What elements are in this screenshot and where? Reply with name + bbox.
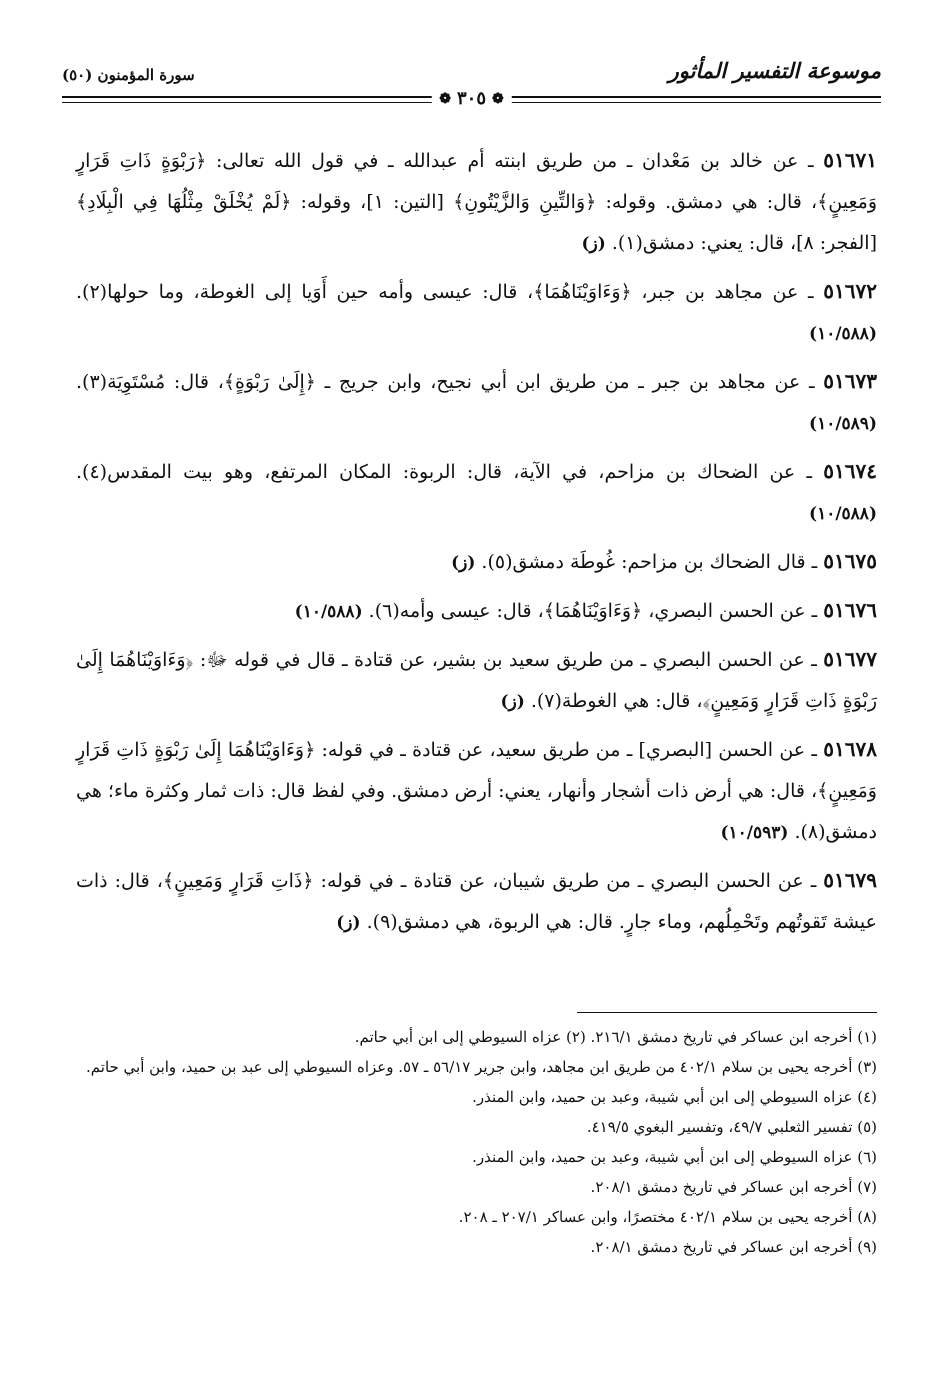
entry-reference: (١٠/٥٨٩) [809,414,877,434]
footnote: (٨) أخرجه يحيى بن سلام ٤٠٢/١ مختصرًا، وابن عساكر ٢٠٧/١ ـ ٢٠٨. [458,1208,877,1226]
entry [76,729,877,854]
entry-number: ٥١٦٧٨ [823,737,877,761]
entry-number: ٥١٦٧١ [823,148,877,172]
entry [76,140,877,265]
entry-reference: (ز) [451,553,476,573]
entry-text: ـ عن الحسن البصري، ﴿وَءَاوَيْنَاهُمَا﴾، قال: عيسى وأمه(٦). [368,600,818,622]
entry-text: ـ عن الحسن البصري ـ من طريق شيبان، عن قتادة ـ في قوله: ﴿ذَاتِ قَرَارٍ وَمَعِينٍ﴾، قال: ذات عيشة تَقوتُهم وتَحْمِلُهم، وماء جارٍ. قال: هي الربوة، هي دمشق(٩). [76,870,877,933]
footnote: (٥) تفسير الثعلبي ٤٩/٧، وتفسير البغوي ٤١٩/٥. [586,1118,877,1136]
footnote: (٧) أخرجه ابن عساكر في تاريخ دمشق ٢٠٨/١. [590,1178,877,1196]
footnote: (٦) عزاه السيوطي إلى ابن أبي شيبة، وعبد بن حميد، وابن المنذر. [472,1148,877,1166]
entry-number: ٥١٦٧٧ [823,647,877,671]
footnotes [76,1022,877,1262]
entry [76,361,877,445]
entry-number: ٥١٦٧٤ [823,459,877,483]
entry-reference: (ز) [336,913,361,933]
page-number-box [431,88,511,109]
entry [76,590,877,633]
entry-number: ٥١٦٧٥ [823,549,877,573]
book-title: موسوعة التفسير المأثور [668,58,881,83]
entry [76,451,877,535]
footnote: (٤) عزاه السيوطي إلى ابن أبي شيبة، وعبد بن حميد، وابن المنذر. [472,1088,877,1106]
entry-reference: (١٠/٥٩٣) [720,823,789,843]
entry-number: ٥١٦٧٣ [823,369,877,393]
entry-number: ٥١٦٧٩ [823,868,877,892]
footnote-separator [577,1012,877,1013]
entry-number: ٥١٦٧٦ [823,598,877,622]
main-text [76,140,877,950]
entry-text: ـ عن خالد بن مَعْدان ـ من طريق ابنته أم عبدالله ـ في قول الله تعالى: ﴿رَبْوَةٍ ذَاتِ قَرَارٍ وَمَعِينٍ﴾، قال: هي دمشق. وقوله: ﴿وَالتِّينِ وَالزَّيْتُونِ﴾ [التين: ١]، وقوله: ﴿لَمْ يُخْلَقْ مِثْلُهَا فِي الْبِلَادِ﴾ [الفجر: ٨]، قال: يعني: دمشق(١). [76,150,877,254]
entry-text: ـ عن الحسن البصري ـ من طريق سعيد بن بشير، عن قتادة ـ قال في قوله ﷻ: ﴿وَءَاوَيْنَاهُمَا إِلَىٰ رَبْوَةٍ ذَاتِ قَرَارٍ وَمَعِينٍ﴾، قال: هي الغوطة(٧). [76,649,877,712]
entry [76,541,877,584]
ornament-icon: ❁ [439,90,451,107]
entry-reference: (١٠/٥٨٨) [809,504,877,524]
ornament-icon: ❁ [492,90,504,107]
footnote: (١) أخرجه ابن عساكر في تاريخ دمشق ٢١٦/١. (٢) عزاه السيوطي إلى ابن أبي حاتم. [354,1028,877,1046]
entry-text: ـ قال الضحاك بن مزاحم: غُوطَة دمشق(٥). [481,551,818,573]
entry [76,860,877,944]
page-number: ٣٠٥ [456,88,487,109]
surah-label: سورة المؤمنون (٥٠) [62,66,195,84]
entry-text: ـ عن مجاهد بن جبر، ﴿وَءَاوَيْنَاهُمَا﴾، قال: عيسى وأمه حين أَوَيا إلى الغوطة، وما حولها(٢). [76,281,814,303]
entry-reference: (١٠/٥٨٨) [294,602,363,622]
entry-text: ـ عن مجاهد بن جبر ـ من طريق ابن أبي نجيح، وابن جريج ـ ﴿إِلَىٰ رَبْوَةٍ﴾، قال: مُسْتَوِيَة(٣). [76,371,815,393]
entry-text: ـ عن الحسن [البصري] ـ من طريق سعيد، عن قتادة ـ في قوله: ﴿وَءَاوَيْنَاهُمَا إِلَىٰ رَبْوَةٍ ذَاتِ قَرَارٍ وَمَعِينٍ﴾، قال: هي أرض ذات أشجار وأنهار، يعني: أرض دمشق. وفي لفظ قال: ذات ثمار وكثرة ماء؛ هي دمشق(٨). [76,739,877,843]
entry-reference: (١٠/٥٨٨) [809,324,877,344]
entry [76,639,877,723]
entry-text: ـ عن الضحاك بن مزاحم، في الآية، قال: الربوة: المكان المرتفع، وهو بيت المقدس(٤). [76,461,813,483]
entry-reference: (ز) [500,692,525,712]
entry [76,271,877,355]
entry-number: ٥١٦٧٢ [823,279,877,303]
entry-reference: (ز) [581,234,606,254]
footnote: (٣) أخرجه يحيى بن سلام ٤٠٢/١ من طريق ابن مجاهد، وابن جرير ٥٦/١٧ ـ ٥٧. وعزاه السيوطي إلى عبد بن حميد، وابن أبي حاتم. [86,1058,877,1076]
footnote: (٩) أخرجه ابن عساكر في تاريخ دمشق ٢٠٨/١. [590,1238,877,1256]
running-header [62,52,881,109]
